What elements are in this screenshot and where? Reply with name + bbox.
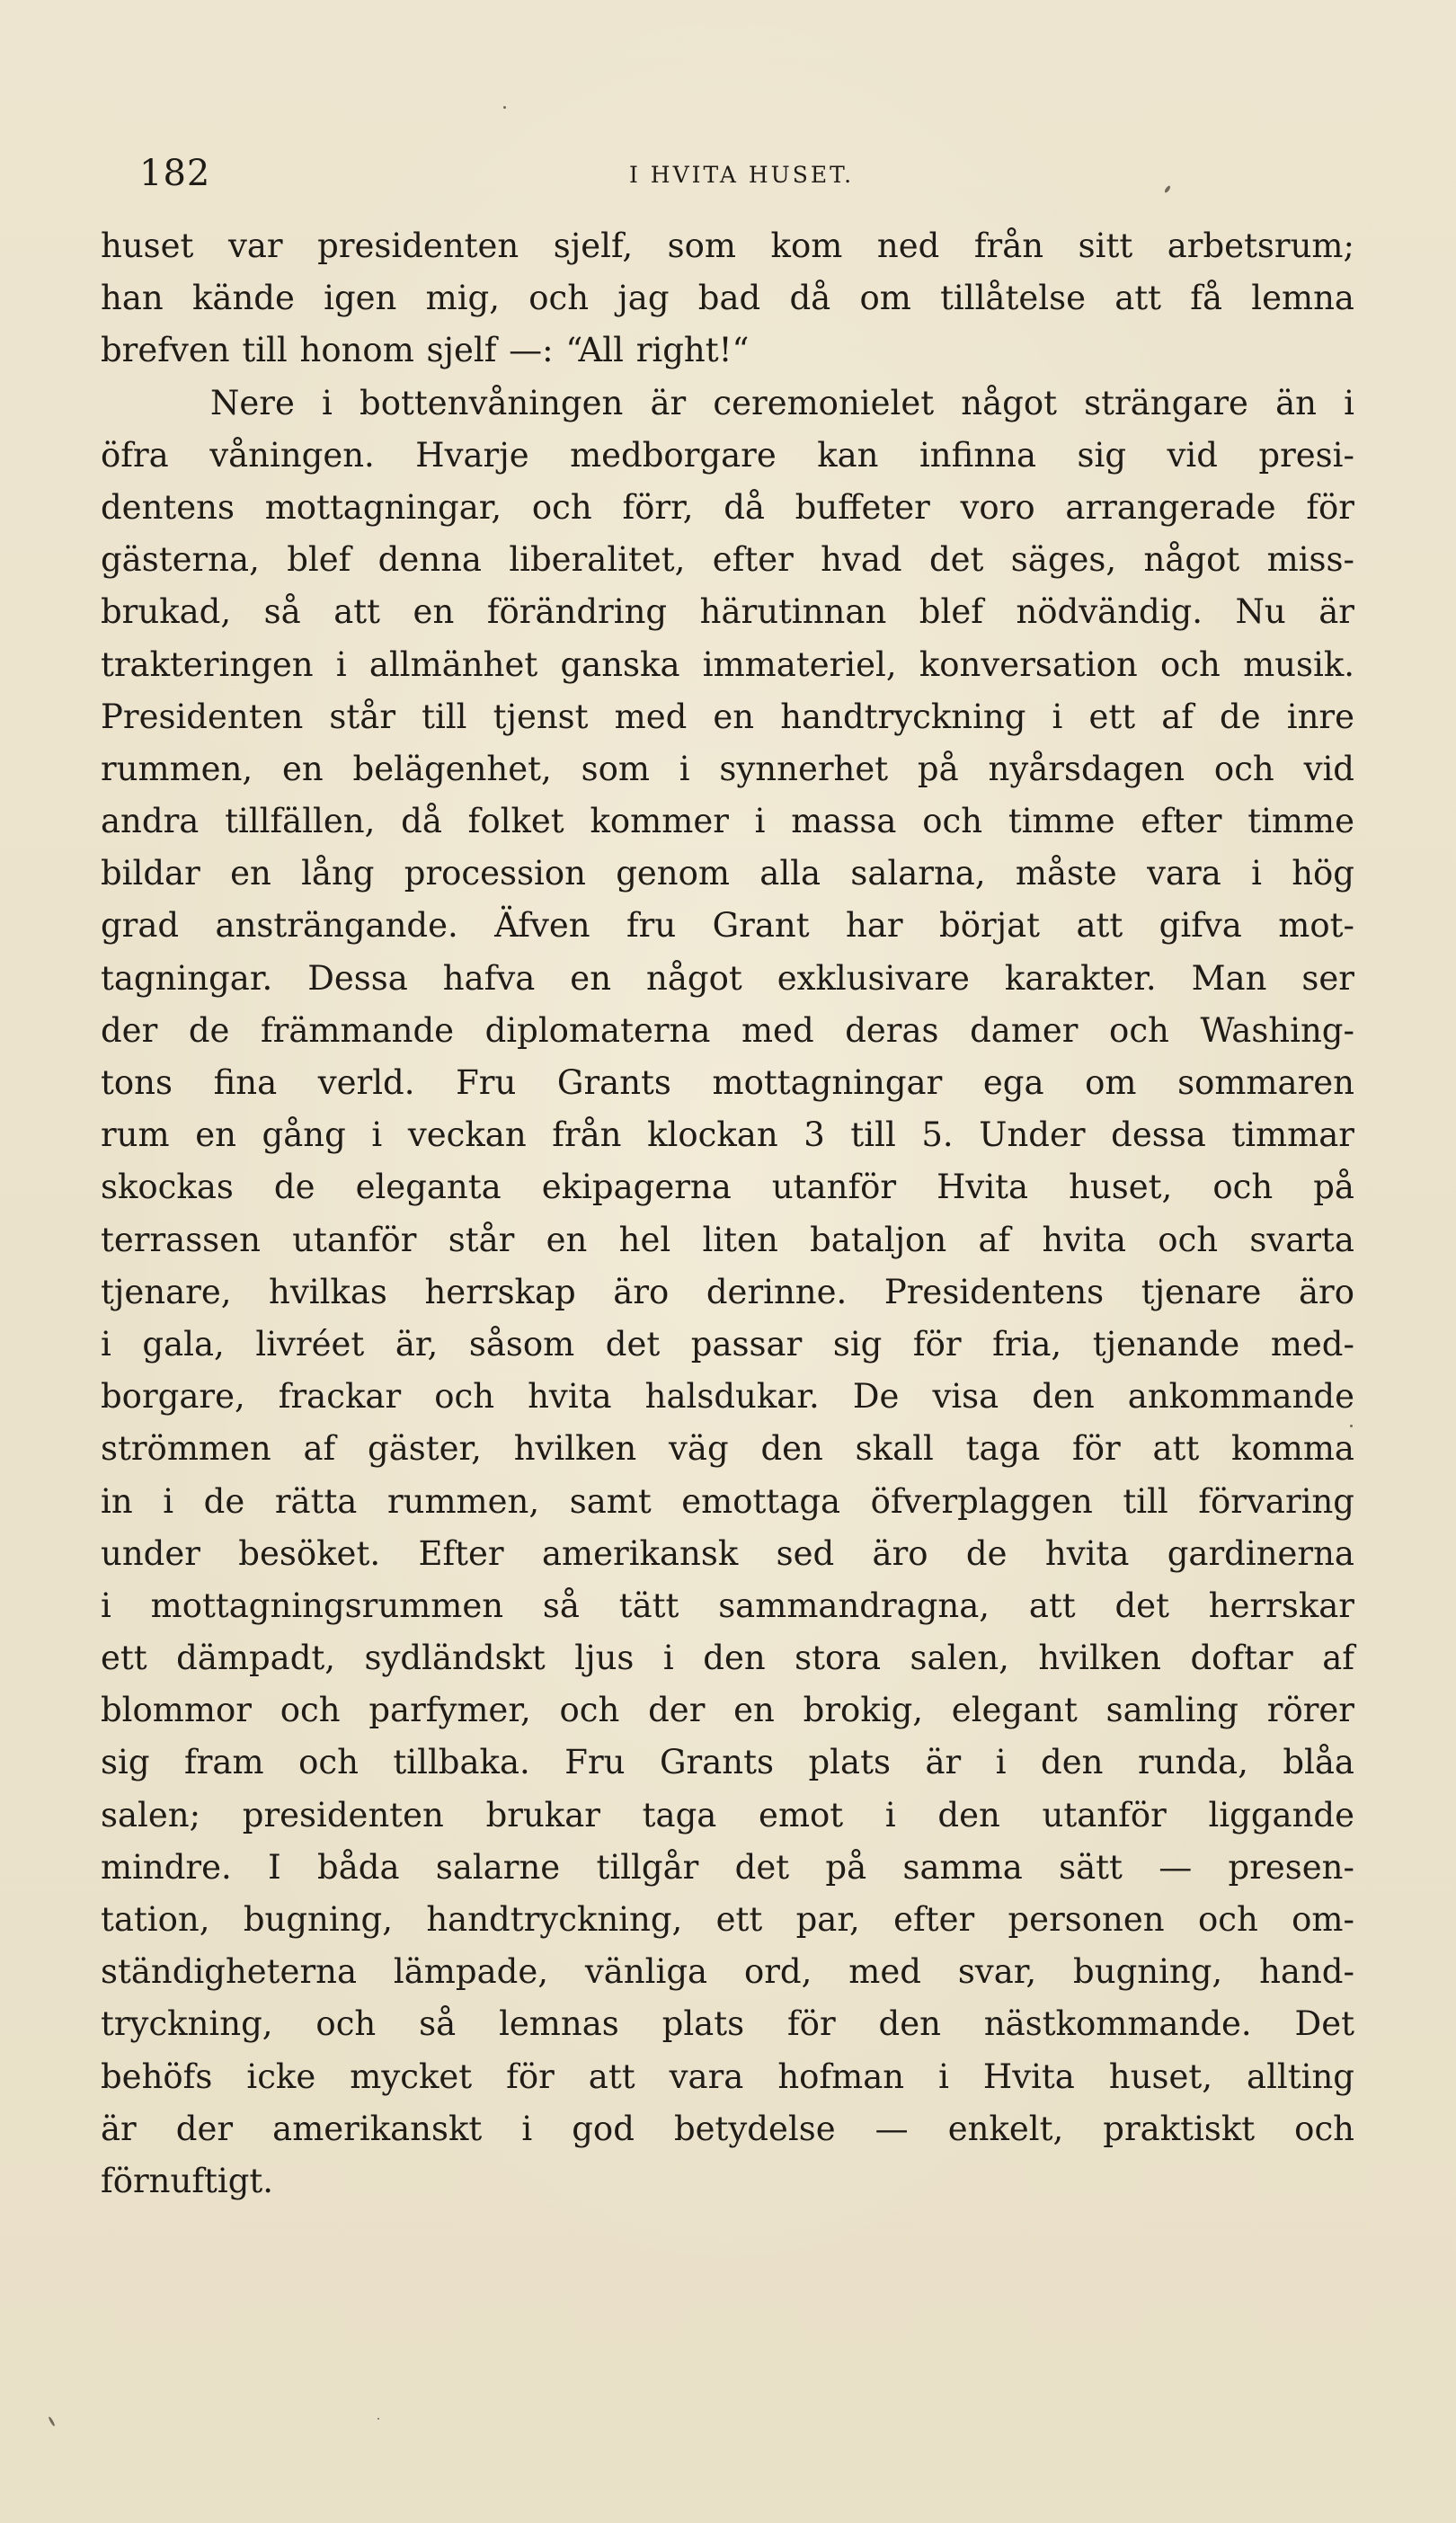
text-line: tagningar. Dessa hafva en något exklusivare karakter. Man ser [101, 958, 1354, 998]
text-line: strömmen af gäster, hvilken väg den skall taga för att komma [101, 1429, 1354, 1469]
text-line: i gala, livréet är, såsom det passar sig för fria, tjenande med- [101, 1324, 1354, 1364]
text-line: tryckning, och så lemnas plats för den nästkommande. Det [101, 2004, 1354, 2044]
text-line: borgare, frackar och hvita halsdukar. De visa den ankommande [101, 1377, 1354, 1417]
text-line: dentens mottagningar, och förr, då buffeter voro arrangerade för [101, 487, 1354, 527]
text-line: sig fram och tillbaka. Fru Grants plats är i den runda, blåa [101, 1743, 1354, 1782]
text-line: tjenare, hvilkas herrskap äro derinne. Presidentens tjenare äro [101, 1272, 1354, 1311]
paper-speck [48, 2416, 56, 2427]
text-line: bildar en lång procession genom alla salarna, måste vara i hög [101, 854, 1354, 893]
text-line: är der amerikanskt i god betydelse — enkelt, praktiskt och [101, 2109, 1354, 2148]
text-line: ständigheterna lämpade, vänliga ord, med svar, bugning, hand- [101, 1952, 1354, 1992]
text-line: brukad, så att en förändring härutinnan blef nödvändig. Nu är [101, 592, 1354, 632]
text-line: han kände igen mig, och jag bad då om tillåtelse att få lemna [101, 279, 1354, 318]
paper-speck [503, 106, 506, 109]
text-line: i mottagningsrummen så tätt sammandragna, att det herrskar [101, 1586, 1354, 1625]
text-line: förnuftigt. [101, 2161, 274, 2200]
text-line: behöfs icke mycket för att vara hofman i Hvita huset, allting [101, 2057, 1354, 2096]
text-line: salen; presidenten brukar taga emot i den utanför liggande [101, 1795, 1354, 1835]
page-number: 182 [139, 153, 211, 194]
paper-speck [1350, 1425, 1353, 1427]
text-line: andra tillfällen, då folket kommer i massa och timme efter timme [101, 802, 1354, 841]
text-line: under besöket. Efter amerikansk sed äro de hvita gardinerna [101, 1533, 1354, 1573]
text-line: rummen, en belägenhet, som i synnerhet på nyårsdagen och vid [101, 749, 1354, 788]
page-header [139, 153, 1344, 207]
text-line: Nere i bottenvåningen är ceremonielet något strängare än i [210, 383, 1354, 422]
text-line: rum en gång i veckan från klockan 3 till 5. Under dessa timmar [101, 1115, 1354, 1155]
paper-speck [377, 2418, 379, 2420]
text-line: tons fina verld. Fru Grants mottagningar ega om sommaren [101, 1063, 1354, 1102]
text-line: der de främmande diplomaterna med deras damer och Washing- [101, 1010, 1354, 1050]
text-line: trakteringen i allmänhet ganska immateriel, konversation och musik. [101, 644, 1354, 684]
text-line: öfra våningen. Hvarje medborgare kan infinna sig vid presi- [101, 435, 1354, 475]
text-line: gästerna, blef denna liberalitet, efter hvad det säges, något miss- [101, 540, 1354, 580]
body-text [101, 220, 1354, 2208]
text-line: blommor och parfymer, och der en brokig, elegant samling rörer [101, 1691, 1354, 1730]
text-line: grad ansträngande. Äfven fru Grant har börjat att gifva mot- [101, 906, 1354, 946]
text-line: huset var presidenten sjelf, som kom ned från sitt arbetsrum; [101, 227, 1354, 265]
text-line: skockas de eleganta ekipagerna utanför Hvita huset, och på [101, 1168, 1354, 1207]
text-line: mindre. I båda salarne tillgår det på samma sätt — presen- [101, 1847, 1354, 1887]
text-line: terrassen utanför står en hel liten bataljon af hvita och svarta [101, 1220, 1354, 1259]
text-line: ett dämpadt, sydländskt ljus i den stora salen, hvilken doftar af [101, 1639, 1354, 1678]
text-line: in i de rätta rummen, samt emottaga öfverplaggen till förvaring [101, 1481, 1354, 1521]
text-line: tation, bugning, handtryckning, ett par, efter personen och om- [101, 1900, 1354, 1939]
running-head: I HVITA HUSET. [628, 162, 855, 188]
text-line: Presidenten står till tjenst med en handtryckning i ett af de inre [101, 697, 1354, 736]
text-line: brefven till honom sjelf —: “All right!“ [101, 331, 750, 370]
